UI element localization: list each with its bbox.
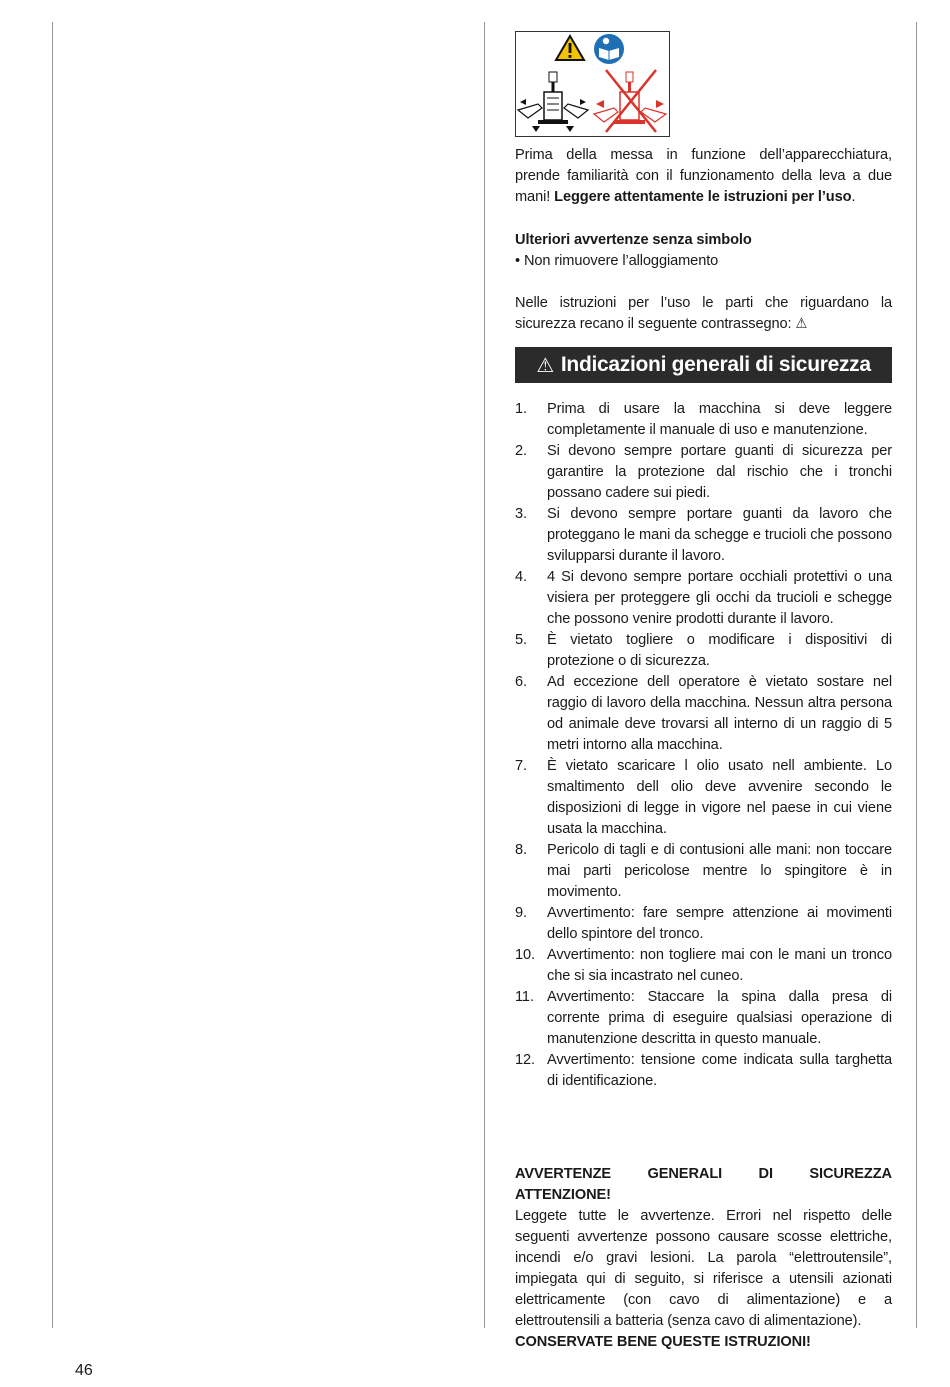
list-item-number: 12. (515, 1052, 535, 1068)
read-manual-icon (594, 34, 624, 64)
list-item (515, 630, 892, 672)
further-warnings-bullet: • Non rimuovere l’alloggiamento (515, 253, 719, 269)
list-item (515, 504, 892, 567)
list-item-text: Avvertimento: Staccare la spina dalla presa di corrente prima di eseguire qualsiasi operazione di manutenzione descritta in questo manuale. (547, 989, 892, 1047)
warning-triangle-icon: ⚠ (536, 354, 554, 377)
right-margin-rule (916, 22, 917, 1328)
safety-section-title: Indicazioni generali di sicurezza (560, 353, 871, 376)
general-warnings-body: Leggete tutte le avvertenze. Errori nel rispetto delle seguenti avvertenze possono causare scosse elettriche, incendi e/o gravi lesioni. La parola “elettroutensile”, impiegata qui di seguito, si riferisce a utensili azionati elettricamente (con cavo di alimentazione) e a elettroutensili a batteria (senza cavo di alimentazione). (515, 1208, 892, 1329)
general-warnings-footer: CONSERVATE BENE QUESTE ISTRUZIONI! (515, 1334, 811, 1350)
list-item-text: Si devono sempre portare guanti da lavoro che proteggano le mani da schegge e trucioli che possono svilupparsi durante il lavoro. (547, 506, 892, 564)
intro-paragraph (515, 145, 892, 208)
list-item-text: Pericolo di tagli e di contusioni alle mani: non toccare mai parti pericolose mentre lo spingitore è in movimento. (547, 842, 892, 900)
prohibited-one-hand-icon (594, 70, 666, 132)
list-item-number: 6. (515, 674, 527, 690)
list-item-number: 4. (515, 569, 527, 585)
list-item-number: 8. (515, 842, 527, 858)
list-item (515, 756, 892, 840)
list-item-text: È vietato togliere o modificare i dispositivi di protezione o di sicurezza. (547, 632, 892, 669)
list-item-text: Prima di usare la macchina si deve leggere completamente il manuale di uso e manutenzione. (547, 401, 892, 438)
list-item-text: È vietato scaricare l olio usato nell ambiente. Lo smaltimento dell olio deve avvenire secondo le disposizioni di legge in vigore nel paese in cui viene usata la macchina. (547, 758, 892, 837)
list-item (515, 399, 892, 441)
center-column-rule (484, 22, 485, 1328)
list-item-text: Avvertimento: fare sempre attenzione ai movimenti dello spintore del tronco. (547, 905, 892, 942)
list-item (515, 903, 892, 945)
list-item (515, 945, 892, 987)
list-item-number: 1. (515, 401, 527, 417)
list-item-text: Avvertimento: tensione come indicata sulla targhetta di identificazione. (547, 1052, 892, 1089)
safety-list (515, 399, 892, 1092)
list-item (515, 1050, 892, 1092)
intro-period: . (851, 189, 856, 205)
list-item-text: Ad eccezione dell operatore è vietato sostare nel raggio di lavoro della macchina. Nessun altra persona od animale deve trovarsi all interno di un raggio di 5 metri intorno alla macchina. (547, 674, 892, 753)
two-hand-operation-icon (518, 72, 588, 132)
read-instructions-emphasis: Leggere attentamente le istruzioni per l’uso (554, 189, 852, 205)
list-item-number: 10. (515, 947, 535, 963)
list-item-number: 5. (515, 632, 527, 648)
general-warnings (515, 1164, 892, 1353)
list-item-number: 11. (515, 989, 534, 1005)
general-warnings-heading: AVVERTENZE GENERALI DI SICUREZZA ATTENZIONE! (515, 1166, 892, 1203)
safety-instructions (515, 399, 892, 1092)
further-warnings-heading: Ulteriori avvertenze senza simbolo (515, 232, 752, 248)
list-item-text: Si devono sempre portare guanti di sicurezza per garantire la protezione dal rischio che i tronchi possano cadere sui piedi. (547, 443, 892, 501)
list-item (515, 567, 892, 630)
list-item-number: 2. (515, 443, 527, 459)
list-item-text: Avvertimento: non togliere mai con le mani un tronco che si sia incastrato nel cuneo. (547, 947, 892, 984)
list-item (515, 441, 892, 504)
intro-text: Prima della messa in funzione dell’apparecchiatura, prende familiarità con il funzionamento della leva a due mani! (515, 147, 892, 205)
further-warnings (515, 230, 892, 272)
safety-pictogram (515, 31, 670, 137)
left-margin-rule (52, 22, 53, 1328)
warning-triangle-icon (556, 36, 584, 60)
list-item-number: 9. (515, 905, 527, 921)
list-item (515, 840, 892, 903)
marking-note: Nelle istruzioni per l’uso le parti che riguardano la sicurezza recano il seguente contrassegno: ⚠ (515, 295, 892, 332)
list-item-number: 7. (515, 758, 527, 774)
list-item-number: 3. (515, 506, 527, 522)
list-item (515, 987, 892, 1050)
list-item (515, 672, 892, 756)
page-number: 46 (75, 1362, 93, 1379)
list-item-text: 4 Si devono sempre portare occhiali protettivi o una visiera per proteggere gli occhi da trucioli e schegge che possono venire prodotti durante il lavoro. (547, 569, 892, 627)
safety-section-banner (515, 347, 892, 383)
